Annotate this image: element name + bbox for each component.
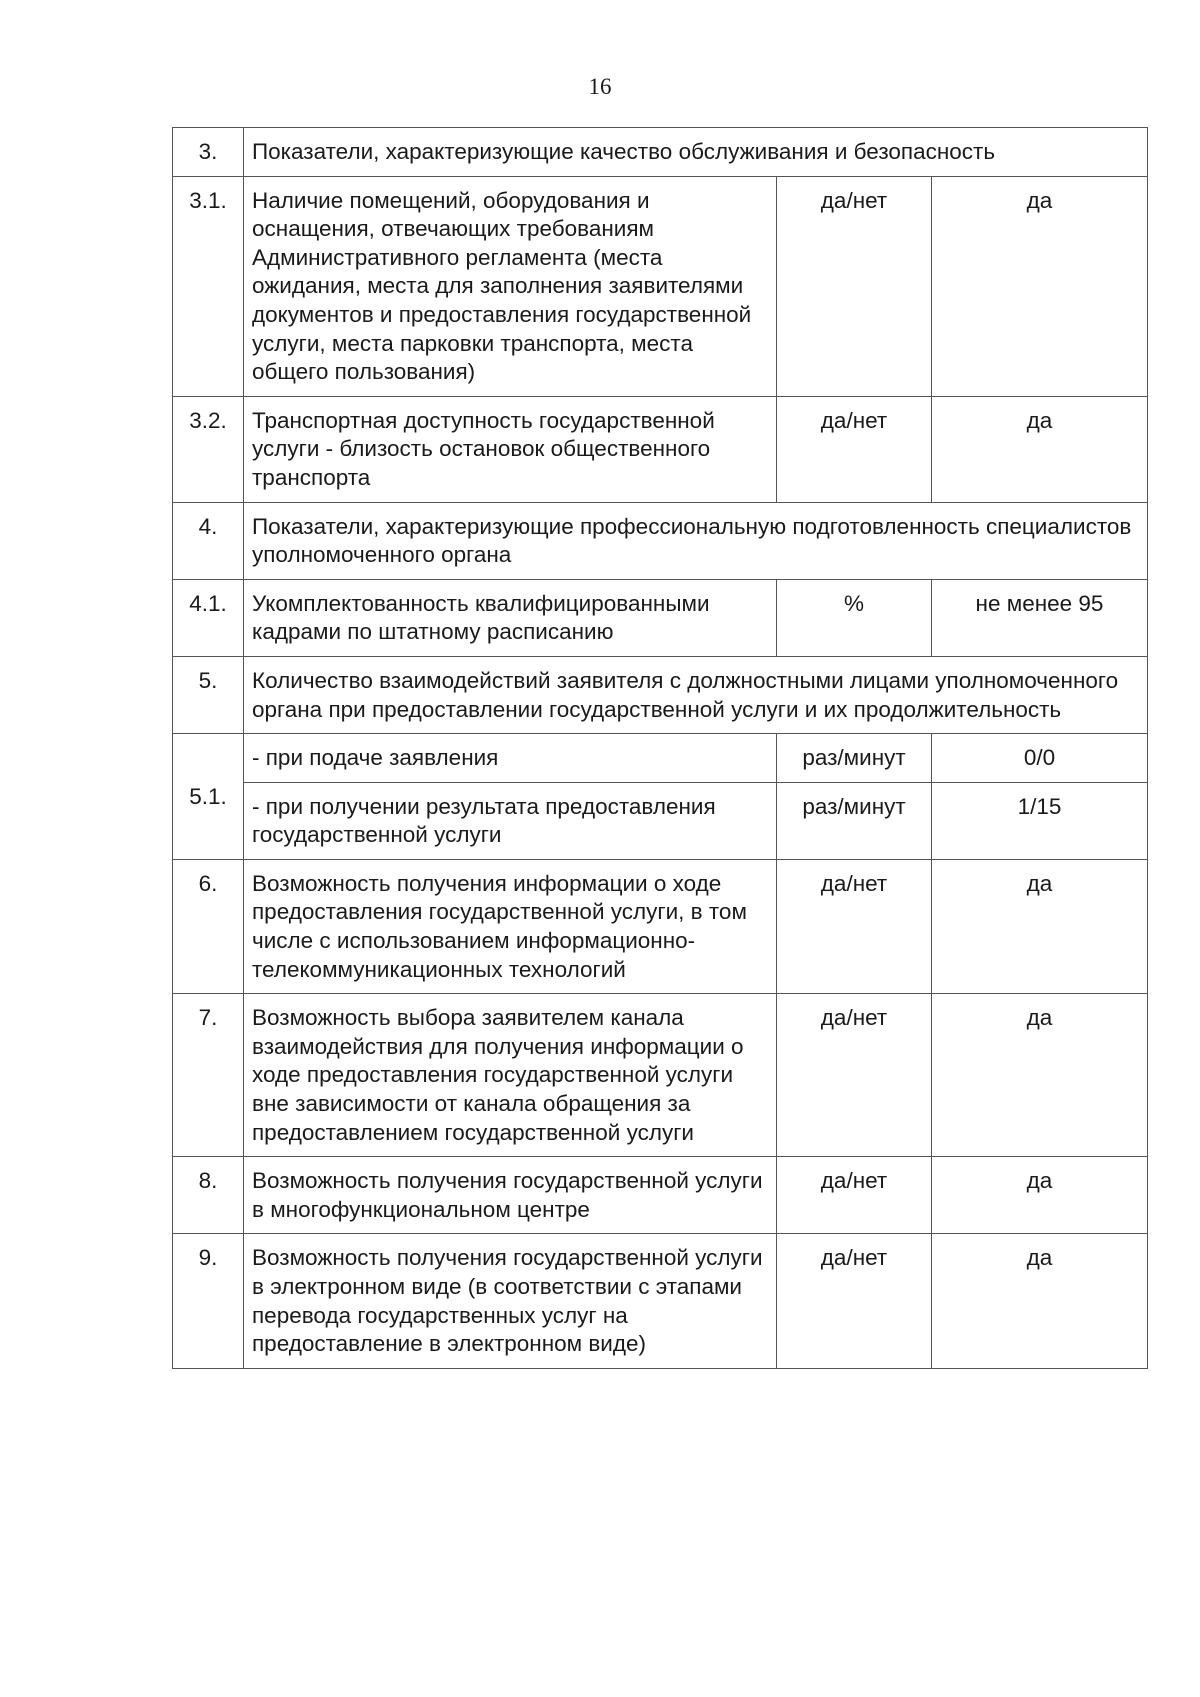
unit-cell: да/нет: [777, 859, 932, 993]
indicator-name: Возможность получения государственной услуги в многофункциональном центре: [244, 1157, 777, 1234]
table-row: [173, 656, 1148, 733]
table-row: [173, 734, 1148, 783]
row-number: 3.2.: [173, 396, 244, 502]
unit-cell: да/нет: [777, 176, 932, 396]
value-cell: не менее 95: [932, 579, 1148, 656]
unit-cell: да/нет: [777, 1157, 932, 1234]
indicator-name: Транспортная доступность государственной услуги - близость остановок общественного транспорта: [244, 396, 777, 502]
indicator-name: - при получении результата предоставления государственной услуги: [244, 782, 777, 859]
unit-cell: раз/минут: [777, 734, 932, 783]
indicators-table: [172, 127, 1148, 1369]
row-number: 3.: [173, 128, 244, 177]
page-number: 16: [588, 74, 612, 99]
value-cell: да: [932, 176, 1148, 396]
unit-cell: да/нет: [777, 1234, 932, 1368]
row-number: 9.: [173, 1234, 244, 1368]
value-cell: да: [932, 994, 1148, 1157]
value-cell: 0/0: [932, 734, 1148, 783]
indicator-name: Возможность получения информации о ходе предоставления государственной услуги, в том числе с использованием информационно-телекоммуникационных технологий: [244, 859, 777, 993]
table-row: [173, 579, 1148, 656]
indicator-name: - при подаче заявления: [244, 734, 777, 783]
table-row: [173, 1157, 1148, 1234]
indicator-name: Возможность получения государственной услуги в электронном виде (в соответствии с этапами перевода государственных услуг на предоставление в электронном виде): [244, 1234, 777, 1368]
table-row: [173, 502, 1148, 579]
unit-cell: да/нет: [777, 994, 932, 1157]
value-cell: да: [932, 396, 1148, 502]
table-row: [173, 994, 1148, 1157]
row-number: 4.: [173, 502, 244, 579]
unit-cell: раз/минут: [777, 782, 932, 859]
row-number: 5.1.: [173, 734, 244, 860]
row-number: 7.: [173, 994, 244, 1157]
table-row: [173, 396, 1148, 502]
row-number: 3.1.: [173, 176, 244, 396]
indicator-name: Возможность выбора заявителем канала взаимодействия для получения информации о ходе предоставления государственной услуги вне зависимости от канала обращения за предоставлением государственной услуги: [244, 994, 777, 1157]
row-number: 8.: [173, 1157, 244, 1234]
indicator-name: Укомплектованность квалифицированными кадрами по штатному расписанию: [244, 579, 777, 656]
table-row: [173, 859, 1148, 993]
unit-cell: да/нет: [777, 396, 932, 502]
value-cell: 1/15: [932, 782, 1148, 859]
section-title: Показатели, характеризующие профессиональную подготовленность специалистов уполномоченного органа: [244, 502, 1148, 579]
section-title: Показатели, характеризующие качество обслуживания и безопасность: [244, 128, 1148, 177]
indicator-name: Наличие помещений, оборудования и оснащения, отвечающих требованиям Административного регламента (места ожидания, места для заполнения заявителями документов и предоставления государственной услуги, места парковки транспорта, места общего пользования): [244, 176, 777, 396]
value-cell: да: [932, 1234, 1148, 1368]
table-row: [173, 128, 1148, 177]
value-cell: да: [932, 1157, 1148, 1234]
unit-cell: %: [777, 579, 932, 656]
table-row: [173, 1234, 1148, 1368]
row-number: 6.: [173, 859, 244, 993]
row-number: 4.1.: [173, 579, 244, 656]
value-cell: да: [932, 859, 1148, 993]
table-row: [173, 176, 1148, 396]
section-title: Количество взаимодействий заявителя с должностными лицами уполномоченного органа при предоставлении государственной услуги и их продолжительность: [244, 656, 1148, 733]
table-row: [173, 782, 1148, 859]
row-number: 5.: [173, 656, 244, 733]
